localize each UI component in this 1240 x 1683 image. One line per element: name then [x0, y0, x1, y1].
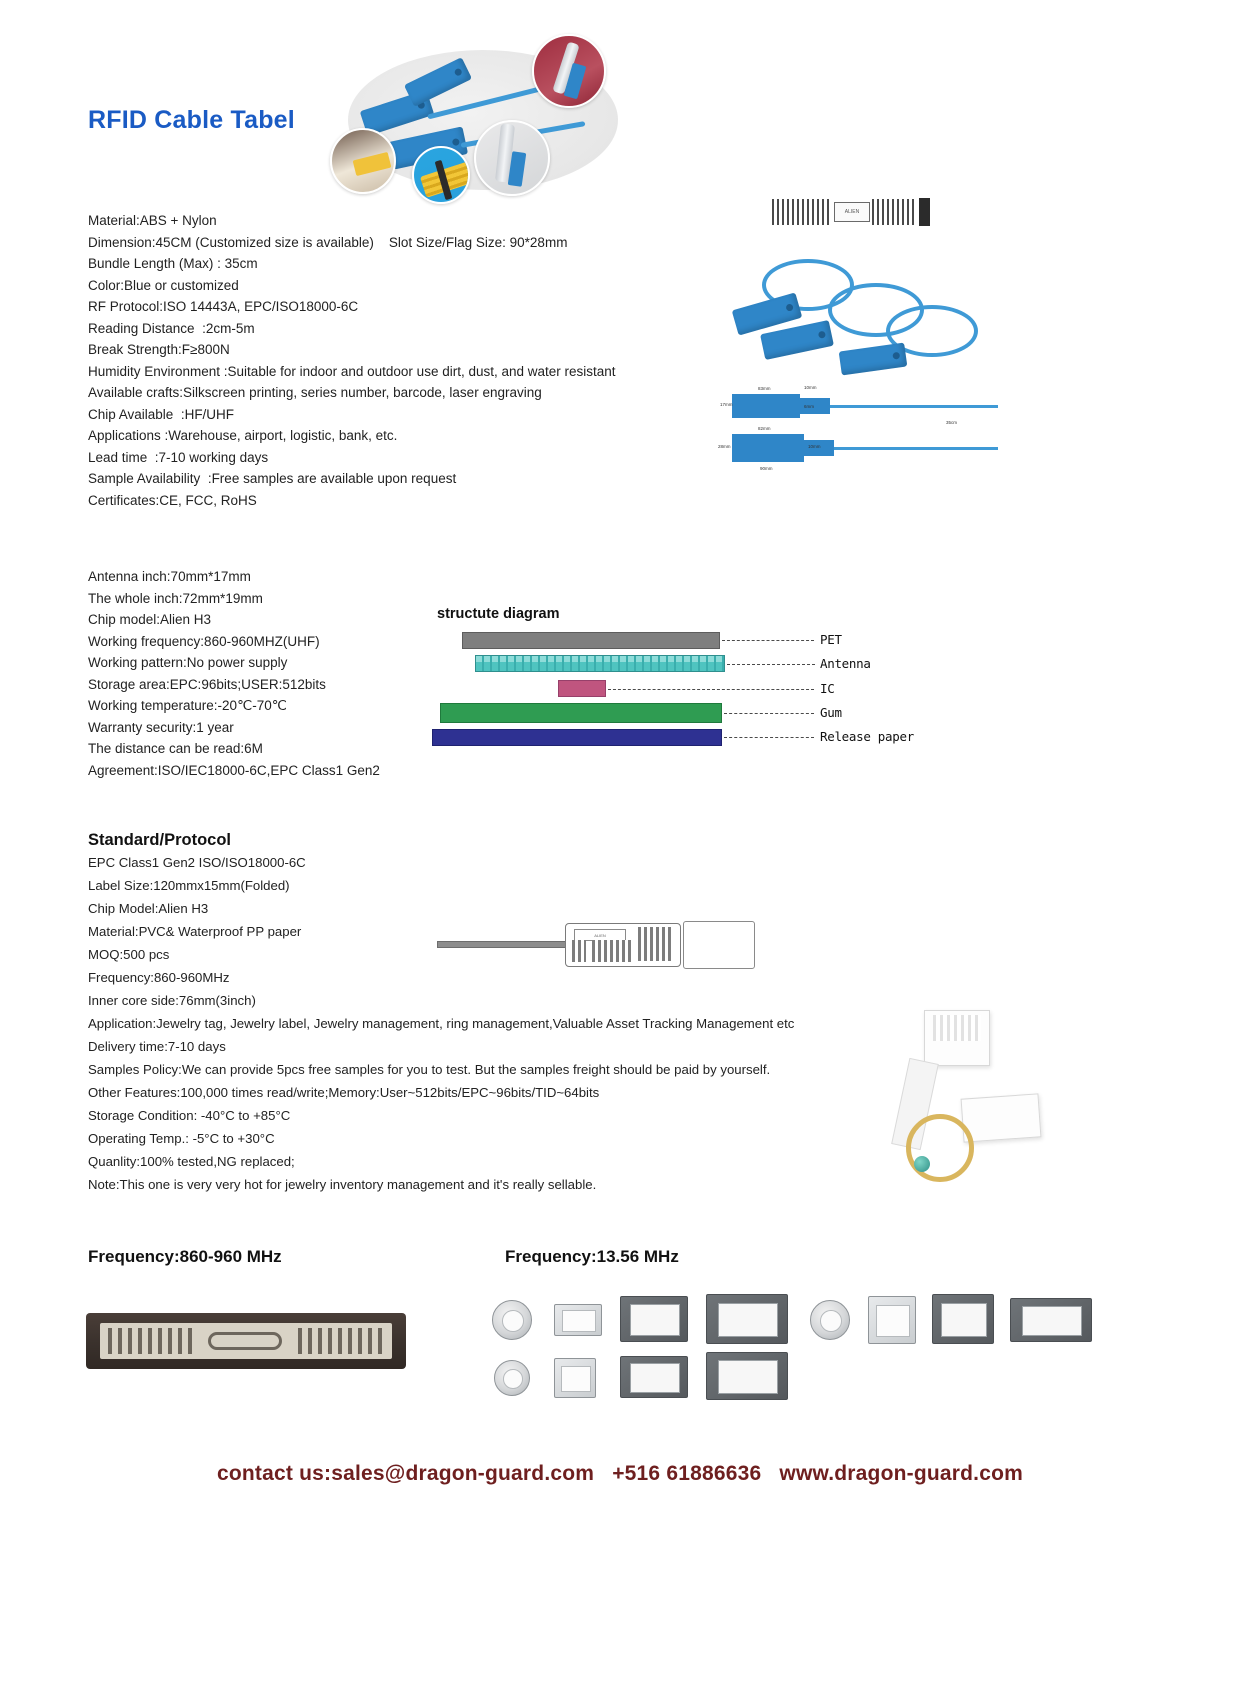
- layer-label-ic: IC: [820, 681, 835, 696]
- label-tag-body: [565, 923, 681, 967]
- spec-row: Bundle Length (Max) : 35cm: [88, 256, 258, 271]
- dimension-label: 10mm: [808, 444, 821, 449]
- leader-line-antenna: [727, 664, 815, 665]
- layer-label-release-paper: Release paper: [820, 729, 914, 744]
- jewelry-label-drawing: [437, 915, 757, 975]
- hf-tag-round-1: [492, 1300, 532, 1340]
- uhf-tag-inlay: [100, 1323, 392, 1359]
- uhf-frequency-title: Frequency:860-960 MHz: [88, 1247, 282, 1266]
- structure-diagram-title: structute diagram: [437, 606, 560, 622]
- contact-website[interactable]: www.dragon-guard.com: [779, 1462, 1023, 1485]
- spec-row: The distance can be read:6M: [88, 741, 263, 756]
- spec-row: Material:PVC& Waterproof PP paper: [88, 924, 302, 939]
- uhf-loop-antenna: [208, 1332, 282, 1350]
- label-stem: [437, 941, 567, 948]
- spec-row: Working temperature:-20℃-70℃: [88, 698, 287, 713]
- leader-line-ic: [608, 689, 814, 690]
- spec-row: Applications :Warehouse, airport, logistic, bank, etc.: [88, 428, 398, 443]
- spec-row: Sample Availability :Free samples are available upon request: [88, 471, 457, 486]
- hf-tag-dark-2: [706, 1294, 788, 1344]
- spec-row: Other Features:100,000 times read/write;Memory:User~512bits/EPC~96bits/TID~64bits: [88, 1085, 600, 1100]
- layer-label-gum: Gum: [820, 705, 842, 720]
- layer-label-antenna: Antenna: [820, 656, 871, 671]
- drawing-flag-2: [732, 434, 804, 462]
- layer-antenna: [475, 655, 725, 672]
- hf-tag-dark-6: [706, 1352, 788, 1400]
- rfid-inlay-image: [768, 196, 932, 228]
- uhf-comb-right: [298, 1328, 384, 1354]
- jewelry-tag-photo: [828, 1010, 1038, 1190]
- spec-row: Frequency:860-960MHz: [88, 970, 230, 985]
- spec-row: Color:Blue or customized: [88, 277, 239, 293]
- label-chip: ALIEN: [574, 929, 626, 941]
- hf-tag-dark-3: [932, 1294, 994, 1344]
- layer-label-pet: PET: [820, 632, 842, 647]
- layer-release-paper: [432, 729, 722, 746]
- dimension-label: 90mm: [760, 466, 773, 471]
- label-comb-left: [572, 940, 586, 962]
- spec-row: EPC Class1 Gen2 ISO/ISO18000-6C: [88, 855, 306, 870]
- hf-tag-square-2: [868, 1296, 916, 1344]
- uhf-comb-left: [108, 1328, 194, 1354]
- main-specification-list: [88, 210, 788, 511]
- gemstone: [914, 1156, 930, 1172]
- hf-tag-square-1: [554, 1304, 602, 1336]
- spec-row: Working pattern:No power supply: [88, 655, 288, 670]
- page-title: RFID Cable Tabel: [88, 106, 295, 134]
- contact-phone[interactable]: +516 61886636: [612, 1462, 762, 1485]
- cable-seals-photo: [700, 255, 1030, 395]
- hf-tag-round-3: [494, 1360, 530, 1396]
- layer-pet: [462, 632, 720, 649]
- spec-row: Dimension:45CM (Customized size is available) Slot Size/Flag Size: 90*28mm: [88, 234, 568, 250]
- spec-row: Agreement:ISO/IEC18000-6C,EPC Class1 Gen2: [88, 762, 380, 778]
- hero-product-collage: [318, 28, 648, 203]
- spec-row: The whole inch:72mm*19mm: [88, 590, 263, 606]
- leader-line-release-paper: [724, 737, 814, 738]
- gold-ring: [906, 1114, 974, 1182]
- photo-tag-upper: [924, 1010, 990, 1066]
- photo-tag-antenna: [933, 1015, 981, 1041]
- label-comb-right: [638, 927, 672, 961]
- hf-tag-dark-1: [620, 1296, 688, 1342]
- hf-tag-square-3: [554, 1358, 596, 1398]
- spec-row: MOQ:500 pcs: [88, 947, 170, 962]
- spec-row: Working frequency:860-960MHZ(UHF): [88, 633, 320, 649]
- spec-row: Humidity Environment :Suitable for indoor and outdoor use dirt, dust, and water resistant: [88, 363, 616, 379]
- drawing-tail-1: [830, 405, 998, 408]
- chip-label: ALIEN: [834, 202, 870, 222]
- spec-row: Quanlity:100% tested,NG replaced;: [88, 1154, 295, 1169]
- drawing-tail-2: [834, 447, 998, 450]
- dimension-label: 17mm: [720, 402, 733, 407]
- spec-row: Inner core side:76mm(3inch): [88, 993, 256, 1008]
- spec-row: Chip model:Alien H3: [88, 612, 212, 627]
- dimension-label: 10mm: [804, 385, 817, 390]
- hf-tag-gallery: [480, 1292, 1100, 1422]
- dimension-label: 6mm: [804, 404, 814, 409]
- spec-row: RF Protocol:ISO 14443A, EPC/ISO18000-6C: [88, 299, 359, 314]
- dimension-label: 83mm: [758, 386, 771, 391]
- layer-gum: [440, 703, 722, 723]
- spec-row: Delivery time:7-10 days: [88, 1039, 226, 1054]
- spec-row: Material:ABS + Nylon: [88, 213, 217, 228]
- hf-frequency-title: Frequency:13.56 MHz: [505, 1247, 679, 1266]
- spec-row: Antenna inch:70mm*17mm: [88, 569, 251, 584]
- footer-contact: [0, 1462, 1240, 1486]
- dimension-label: 35cm: [946, 420, 958, 425]
- uhf-tag-image: [86, 1313, 406, 1369]
- photo-circle-cable-bundle: [412, 146, 470, 204]
- hf-tag-dark-5: [620, 1356, 688, 1398]
- spec-row: Break Strength:F≥800N: [88, 342, 230, 357]
- label-blank-area: [683, 921, 755, 969]
- leader-line-pet: [722, 640, 814, 641]
- hf-tag-dark-4: [1010, 1298, 1092, 1342]
- seal-body-3: [839, 343, 908, 376]
- dimension-label: 28mm: [718, 444, 731, 449]
- antenna-comb-left: [772, 199, 830, 225]
- spec-row: Storage Condition: -40°C to +85°C: [88, 1108, 291, 1123]
- antenna-specification-list: [88, 566, 488, 781]
- standard-protocol-heading: Standard/Protocol: [88, 831, 232, 849]
- spec-row: Reading Distance :2cm-5m: [88, 320, 255, 336]
- spec-row: Operating Temp.: -5°C to +30°C: [88, 1131, 275, 1146]
- spec-row: Note:This one is very very hot for jewelry inventory management and it's really sellable.: [88, 1177, 597, 1192]
- hf-tag-round-2: [810, 1300, 850, 1340]
- technical-dimension-drawing: [700, 382, 1030, 492]
- spec-row: Available crafts:Silkscreen printing, series number, barcode, laser engraving: [88, 385, 542, 400]
- drawing-flag-1: [732, 394, 800, 418]
- photo-circle-bag-tag: [330, 128, 396, 194]
- spec-row: Warranty security:1 year: [88, 719, 234, 735]
- spec-row: Label Size:120mmx15mm(Folded): [88, 878, 290, 893]
- spec-row: Storage area:EPC:96bits;USER:512bits: [88, 676, 326, 692]
- layer-ic: [558, 680, 606, 697]
- yellow-tag-icon: [353, 152, 392, 176]
- spec-row: Chip Model:Alien H3: [88, 901, 209, 916]
- inlay-end-bar: [919, 198, 930, 226]
- leader-line-gum: [724, 713, 814, 714]
- photo-circle-pipe-seal: [474, 120, 550, 196]
- spec-row: Samples Policy:We can provide 5pcs free samples for you to test. But the samples freight should be paid by yourself.: [88, 1062, 771, 1077]
- photo-circle-red-cable: [532, 34, 606, 108]
- contact-email[interactable]: contact us:sales@dragon-guard.com: [217, 1462, 595, 1485]
- spec-row: Chip Available :HF/UHF: [88, 406, 235, 422]
- spec-row: Lead time :7-10 working days: [88, 449, 269, 465]
- structure-diagram: [430, 630, 930, 758]
- antenna-comb-right: [872, 199, 916, 225]
- dimension-label: 82mm: [758, 426, 771, 431]
- spec-row: Certificates:CE, FCC, RoHS: [88, 492, 257, 508]
- label-comb-mid: [592, 940, 632, 962]
- inlay-graphic: [768, 196, 932, 228]
- photo-tag-lower: [961, 1093, 1042, 1142]
- spec-row: Application:Jewelry tag, Jewelry label, Jewelry management, ring management,Valuable Asset Tracking Management etc: [88, 1016, 795, 1031]
